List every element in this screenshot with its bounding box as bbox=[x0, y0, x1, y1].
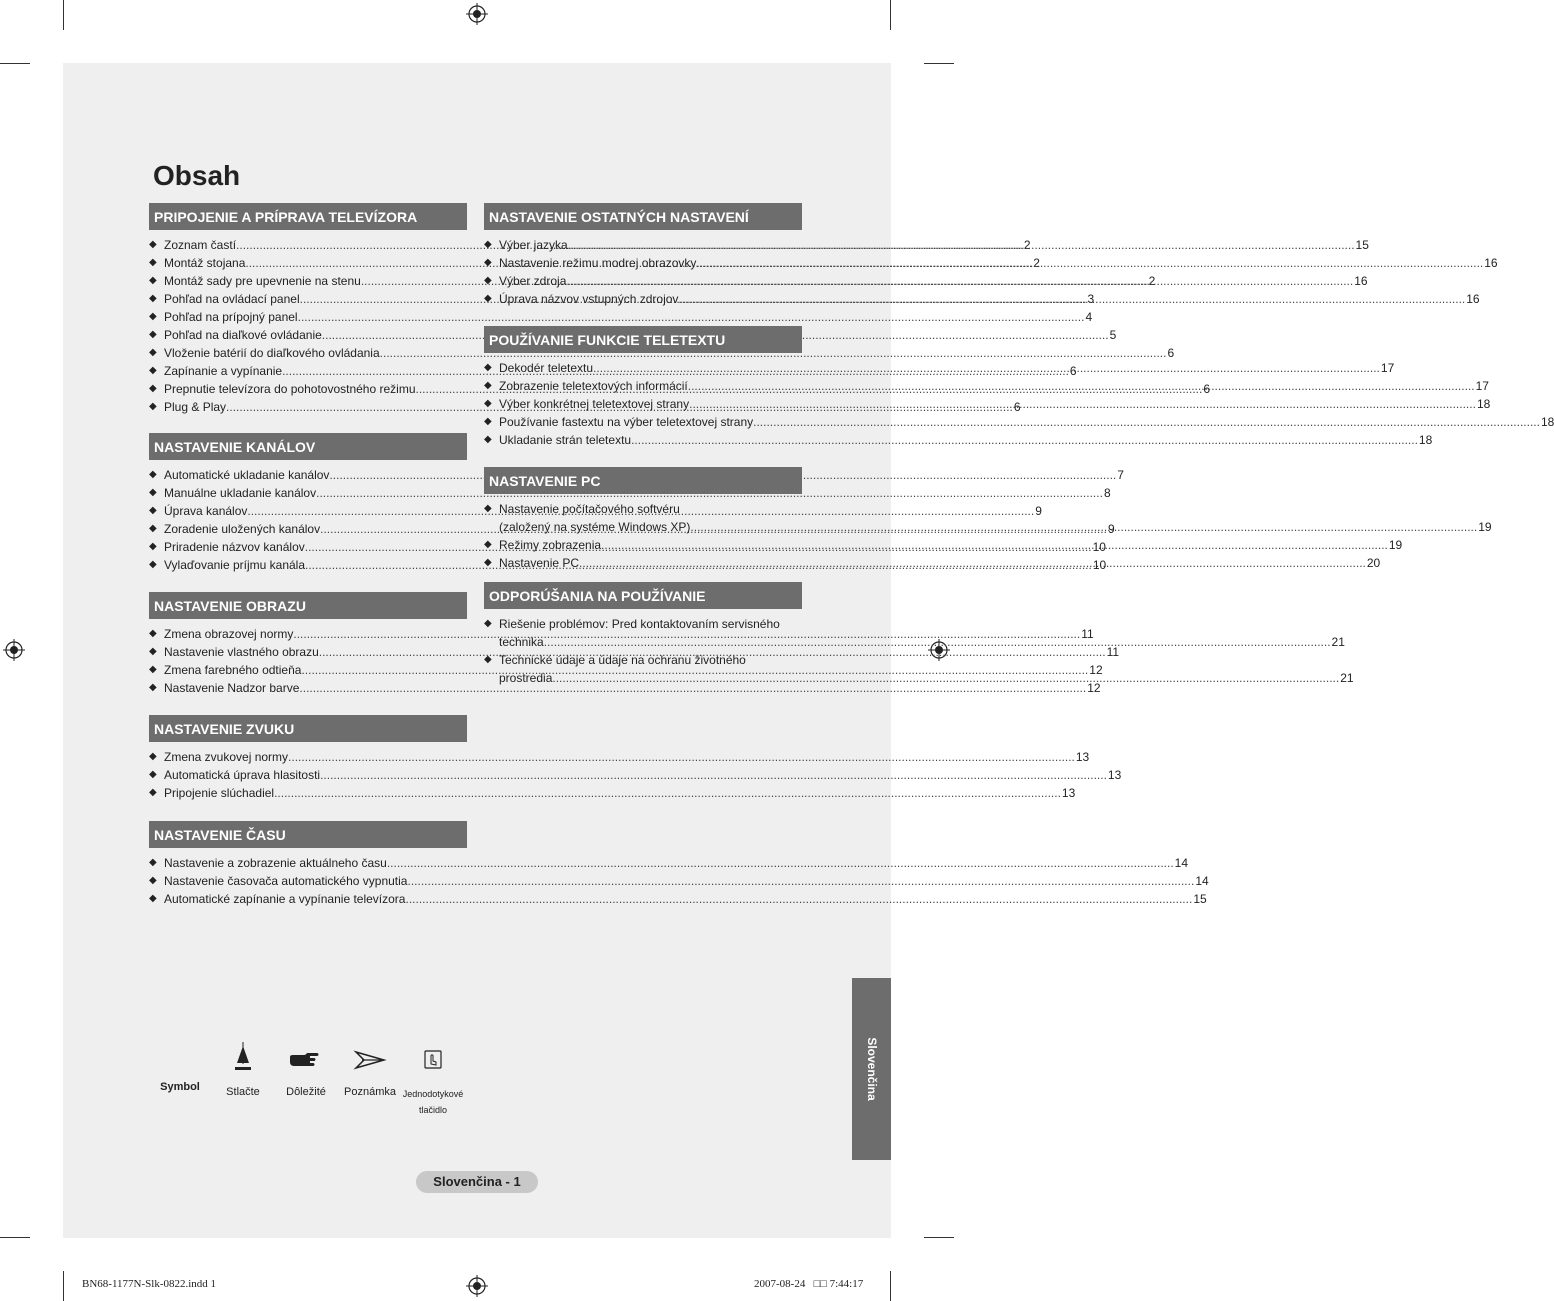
diamond-bullet-icon: ◆ bbox=[149, 857, 157, 868]
dot-leader bbox=[631, 431, 1418, 449]
diamond-bullet-icon: ◆ bbox=[149, 769, 157, 780]
toc-entry-text: Úprava kanálov bbox=[164, 504, 248, 518]
legend-label: Stlačte bbox=[226, 1086, 260, 1098]
dot-leader bbox=[288, 748, 1075, 766]
legend-item-important bbox=[280, 1040, 332, 1098]
page-title: Obsah bbox=[153, 160, 241, 191]
diamond-bullet-icon: ◆ bbox=[149, 893, 157, 904]
toc-entry-text: Režimy zobrazenia bbox=[499, 538, 602, 552]
toc-entry-text: Vloženie batérií do diaľkového ovládania bbox=[164, 346, 380, 360]
diamond-bullet-icon: ◆ bbox=[484, 503, 492, 514]
toc-page-number: 13 bbox=[1061, 786, 1076, 800]
language-side-tab bbox=[852, 978, 891, 1160]
toc-page-number: 10 bbox=[1092, 558, 1107, 572]
diamond-bullet-icon: ◆ bbox=[149, 347, 157, 358]
toc-entry-text: Nastavenie časovača automatického vypnutia bbox=[164, 874, 408, 888]
registration-mark-icon bbox=[466, 3, 488, 25]
toc-entry-text: Zobrazenie teletextových informácií bbox=[499, 379, 688, 393]
dot-leader bbox=[298, 308, 1085, 326]
toc-list bbox=[149, 748, 1122, 802]
toc-page-number: 12 bbox=[1089, 663, 1103, 677]
toc-entry-line bbox=[164, 748, 1089, 766]
toc-entry-line bbox=[164, 872, 1209, 890]
crop-mark bbox=[63, 0, 64, 30]
toc-entry-text: Vylaďovanie príjmu kanála bbox=[164, 558, 306, 572]
section-heading: POUŽÍVANIE FUNKCIE TELETEXTU bbox=[484, 326, 802, 353]
toc-entry-text: Dekodér teletextu bbox=[499, 361, 594, 375]
toc-entry-text: Nastavenie počítačového softvéru bbox=[499, 502, 680, 516]
dot-leader bbox=[568, 236, 1355, 254]
touch-button-icon bbox=[402, 1040, 464, 1074]
toc-page-number: 13 bbox=[1107, 768, 1122, 782]
diamond-bullet-icon: ◆ bbox=[149, 383, 157, 394]
toc-entry-text: Výber jazyka bbox=[499, 238, 568, 252]
diamond-bullet-icon: ◆ bbox=[149, 664, 157, 675]
toc-entry-text: prostredia bbox=[499, 671, 553, 685]
diamond-bullet-icon: ◆ bbox=[149, 875, 157, 886]
toc-entry-line bbox=[499, 395, 1490, 413]
toc-entry[interactable] bbox=[484, 500, 1492, 536]
toc-entry-text: Zapínanie a vypínanie bbox=[164, 364, 283, 378]
toc-page-number: 13 bbox=[1075, 750, 1090, 764]
diamond-bullet-icon: ◆ bbox=[484, 293, 492, 304]
dot-leader bbox=[753, 413, 1540, 431]
toc-entry-text: Nastavenie režimu modrej obrazovky bbox=[499, 256, 697, 270]
toc-page-number: 17 bbox=[1475, 379, 1489, 393]
toc-page-number: 6 bbox=[1167, 346, 1175, 360]
toc-page-number: 18 bbox=[1540, 415, 1554, 429]
crop-mark bbox=[0, 63, 30, 64]
diamond-bullet-icon: ◆ bbox=[484, 362, 492, 373]
toc-entry-text: Výber zdroja bbox=[499, 274, 567, 288]
toc-entry-line bbox=[499, 536, 1402, 554]
legend-item-press bbox=[218, 1040, 268, 1098]
diamond-bullet-icon: ◆ bbox=[149, 275, 157, 286]
toc-page-number: 14 bbox=[1195, 874, 1209, 888]
toc-section bbox=[484, 326, 1554, 449]
dot-leader bbox=[544, 633, 1331, 651]
crop-mark bbox=[63, 1271, 64, 1301]
toc-page-number: 20 bbox=[1366, 556, 1381, 570]
diamond-bullet-icon: ◆ bbox=[149, 787, 157, 798]
dot-leader bbox=[552, 669, 1339, 687]
toc-entry-text: Používanie fastextu na výber teletextovej strany bbox=[499, 415, 754, 429]
slug-filename: BN68-1177N-Slk-0822.indd 1 bbox=[82, 1278, 217, 1290]
toc-entry-text: Pohľad na ovládací panel bbox=[164, 292, 300, 306]
dot-leader bbox=[387, 854, 1174, 872]
toc-entry[interactable] bbox=[149, 679, 1101, 697]
toc-entry-text: Automatická úprava hlasitosti bbox=[164, 768, 321, 782]
toc-entry[interactable] bbox=[484, 254, 1498, 272]
toc-entry-line bbox=[499, 651, 1354, 669]
toc-entry-text: Pripojenie slúchadiel bbox=[164, 786, 275, 800]
toc-entry-text: Nastavenie Nadzor barve bbox=[164, 681, 300, 695]
toc-entry-line bbox=[499, 615, 1345, 633]
toc-page-number: 19 bbox=[1478, 520, 1492, 534]
diamond-bullet-icon: ◆ bbox=[484, 380, 492, 391]
toc-page-number: 14 bbox=[1174, 856, 1189, 870]
toc-entry-line bbox=[499, 254, 1498, 272]
toc-page-number: 5 bbox=[1109, 328, 1117, 342]
section-heading: ODPORÚŠANIA NA POUŽÍVANIE bbox=[484, 582, 802, 609]
toc-entry[interactable] bbox=[484, 395, 1491, 413]
pointing-hand-icon bbox=[280, 1040, 332, 1074]
diamond-bullet-icon: ◆ bbox=[484, 239, 492, 250]
diamond-bullet-icon: ◆ bbox=[149, 751, 157, 762]
toc-entry-text: Výber konkrétnej teletextovej strany bbox=[499, 397, 690, 411]
dot-leader bbox=[405, 890, 1192, 908]
diamond-bullet-icon: ◆ bbox=[484, 618, 492, 629]
toc-entry[interactable] bbox=[149, 484, 1111, 502]
toc-page-number: 6 bbox=[1203, 382, 1211, 396]
legend-symbol-label: Symbol bbox=[160, 1081, 200, 1093]
toc-entry-text: Prepnutie televízora do pohotovostného režimu bbox=[164, 382, 416, 396]
toc-page-number: 2 bbox=[1033, 256, 1040, 270]
toc-entry-line bbox=[499, 359, 1394, 377]
diamond-bullet-icon: ◆ bbox=[149, 469, 157, 480]
toc-entry[interactable] bbox=[484, 272, 1368, 290]
toc-entry-text: Riešenie problémov: Pred kontaktovaním servisného bbox=[499, 617, 780, 631]
toc-entry-text: (založený na systéme Windows XP) bbox=[499, 520, 691, 534]
diamond-bullet-icon: ◆ bbox=[149, 401, 157, 412]
section-heading: PRIPOJENIE A PRÍPRAVA TELEVÍZORA bbox=[149, 203, 467, 230]
registration-mark-icon bbox=[466, 1275, 488, 1297]
toc-list bbox=[484, 236, 1498, 308]
dot-leader bbox=[593, 359, 1380, 377]
toc-entry[interactable] bbox=[149, 344, 1175, 362]
dot-leader bbox=[690, 518, 1477, 536]
toc-page-number: 2 bbox=[1148, 274, 1156, 288]
toc-entry-text: Nastavenie vlastného obrazu bbox=[164, 645, 319, 659]
arrow-note-icon bbox=[342, 1040, 398, 1074]
toc-section bbox=[149, 821, 1209, 908]
toc-page-number: 9 bbox=[1107, 522, 1115, 536]
dot-leader bbox=[579, 554, 1366, 572]
legend bbox=[150, 1040, 480, 1120]
toc-entry[interactable] bbox=[484, 359, 1395, 377]
toc-entry-text: Zoradenie uložených kanálov bbox=[164, 522, 321, 536]
toc-entry-line bbox=[499, 377, 1489, 395]
diamond-bullet-icon: ◆ bbox=[149, 239, 157, 250]
toc-entry-text: Zoznam častí bbox=[164, 238, 237, 252]
diamond-bullet-icon: ◆ bbox=[149, 523, 157, 534]
slug-timestamp: 2007-08-24 □□ 7:44:17 bbox=[754, 1278, 864, 1290]
diamond-bullet-icon: ◆ bbox=[149, 559, 157, 570]
toc-entry[interactable] bbox=[484, 431, 1433, 449]
diamond-bullet-icon: ◆ bbox=[149, 541, 157, 552]
toc-entry-line bbox=[164, 784, 1075, 802]
legend-item-note bbox=[342, 1040, 398, 1098]
toc-entry-text: Automatické ukladanie kanálov bbox=[164, 468, 330, 482]
legend-item-touch bbox=[402, 1040, 464, 1118]
toc-entry[interactable] bbox=[484, 413, 1554, 431]
diamond-bullet-icon: ◆ bbox=[149, 682, 157, 693]
diamond-bullet-icon: ◆ bbox=[149, 646, 157, 657]
legend-label: Dôležité bbox=[286, 1086, 326, 1098]
toc-page-number: 21 bbox=[1340, 671, 1354, 685]
toc-page-number: 11 bbox=[1106, 645, 1120, 659]
toc-entry-line bbox=[499, 554, 1380, 572]
toc-page-number: 21 bbox=[1331, 635, 1345, 649]
toc-entry-line bbox=[499, 669, 1354, 687]
toc-entry[interactable] bbox=[149, 872, 1209, 890]
toc-entry-text: Zmena zvukovej normy bbox=[164, 750, 289, 764]
toc-entry[interactable] bbox=[484, 377, 1489, 395]
section-heading: NASTAVENIE KANÁLOV bbox=[149, 433, 467, 460]
toc-entry-line bbox=[499, 290, 1480, 308]
toc-entry-text: Pohľad na prípojný panel bbox=[164, 310, 298, 324]
toc-page-number: 18 bbox=[1418, 433, 1433, 447]
diamond-bullet-icon: ◆ bbox=[484, 416, 492, 427]
toc-entry-text: Automatické zapínanie a vypínanie televízora bbox=[164, 892, 406, 906]
toc-page-number: 6 bbox=[1013, 400, 1021, 414]
toc-entry-line bbox=[499, 431, 1432, 449]
crop-mark bbox=[924, 63, 954, 64]
toc-entry-text: Úprava názvov vstupných zdrojov bbox=[499, 292, 679, 306]
toc-list bbox=[484, 359, 1554, 449]
toc-entry-line bbox=[164, 854, 1188, 872]
toc-page-number: 9 bbox=[1035, 504, 1042, 518]
toc-page-number: 16 bbox=[1484, 256, 1498, 270]
diamond-bullet-icon: ◆ bbox=[484, 398, 492, 409]
toc-entry-text: Ukladanie strán teletextu bbox=[499, 433, 632, 447]
dot-leader bbox=[688, 377, 1475, 395]
toc-entry-line bbox=[499, 236, 1369, 254]
toc-entry-text: Montáž sady pre upevnenie na stenu bbox=[164, 274, 361, 288]
diamond-bullet-icon: ◆ bbox=[484, 557, 492, 568]
page-footer: Slovenčina - 1 bbox=[416, 1171, 538, 1193]
dot-leader bbox=[689, 395, 1476, 413]
toc-entry[interactable] bbox=[484, 236, 1369, 254]
toc-page-number: 6 bbox=[1069, 364, 1077, 378]
toc-entry[interactable] bbox=[149, 890, 1207, 908]
toc-entry-text: Priradenie názvov kanálov bbox=[164, 540, 305, 554]
diamond-bullet-icon: ◆ bbox=[149, 487, 157, 498]
toc-page-number: 8 bbox=[1103, 486, 1111, 500]
diamond-bullet-icon: ◆ bbox=[484, 257, 492, 268]
toc-page-number: 11 bbox=[1081, 627, 1094, 641]
diamond-bullet-icon: ◆ bbox=[484, 654, 492, 665]
toc-page-number: 2 bbox=[1023, 238, 1031, 252]
toc-section bbox=[149, 715, 1122, 802]
toc-entry[interactable] bbox=[149, 766, 1122, 784]
diamond-bullet-icon: ◆ bbox=[149, 329, 157, 340]
toc-entry-text: Technické údaje a údaje na ochranu životného bbox=[499, 653, 746, 667]
diamond-bullet-icon: ◆ bbox=[149, 628, 157, 639]
toc-entry-text: Nastavenie PC bbox=[499, 556, 580, 570]
toc-entry-text: Manuálne ukladanie kanálov bbox=[164, 486, 317, 500]
toc-entry-line bbox=[164, 766, 1121, 784]
toc-entry-line bbox=[499, 272, 1368, 290]
toc-page-number: 15 bbox=[1193, 892, 1207, 906]
diamond-bullet-icon: ◆ bbox=[149, 505, 157, 516]
legend-label: Poznámka bbox=[344, 1086, 396, 1098]
diamond-bullet-icon: ◆ bbox=[484, 275, 492, 286]
toc-list bbox=[149, 854, 1209, 908]
section-heading: NASTAVENIE PC bbox=[484, 467, 802, 494]
crop-mark bbox=[890, 1271, 891, 1301]
dot-leader bbox=[696, 254, 1483, 272]
diamond-bullet-icon: ◆ bbox=[149, 257, 157, 268]
toc-entry-line bbox=[164, 308, 1092, 326]
registration-mark-icon bbox=[3, 639, 25, 661]
toc-entry-line bbox=[499, 633, 1345, 651]
dot-leader bbox=[407, 872, 1194, 890]
toc-entry-line bbox=[499, 413, 1554, 431]
dot-leader bbox=[274, 784, 1061, 802]
dot-leader bbox=[566, 272, 1353, 290]
toc-page-number: 18 bbox=[1476, 397, 1491, 411]
toc-entry-text: Pohľad na diaľkové ovládanie bbox=[164, 328, 322, 342]
toc-entry[interactable] bbox=[149, 748, 1090, 766]
crop-mark bbox=[890, 0, 891, 30]
diamond-bullet-icon: ◆ bbox=[484, 539, 492, 550]
toc-page-number: 16 bbox=[1466, 292, 1480, 306]
toc-entry-text: technika bbox=[499, 635, 544, 649]
toc-section bbox=[484, 203, 1498, 308]
toc-page-number: 4 bbox=[1085, 310, 1093, 324]
diamond-bullet-icon: ◆ bbox=[149, 311, 157, 322]
toc-page-number: 15 bbox=[1355, 238, 1369, 252]
section-heading: NASTAVENIE ČASU bbox=[149, 821, 467, 848]
diamond-bullet-icon: ◆ bbox=[149, 365, 157, 376]
toc-entry[interactable] bbox=[484, 290, 1480, 308]
section-heading: NASTAVENIE OSTATNÝCH NASTAVENÍ bbox=[484, 203, 802, 230]
toc-page-number: 16 bbox=[1354, 274, 1368, 288]
toc-page-number: 19 bbox=[1388, 538, 1403, 552]
toc-entry-line bbox=[499, 518, 1492, 536]
toc-entry-line bbox=[499, 500, 1492, 518]
toc-entry[interactable] bbox=[149, 308, 1093, 326]
dot-leader bbox=[320, 766, 1107, 784]
toc-page-number: 3 bbox=[1087, 292, 1095, 306]
toc-page-number: 12 bbox=[1087, 681, 1101, 695]
toc-entry-text: Montáž stojana bbox=[164, 256, 246, 270]
toc-entry[interactable] bbox=[149, 854, 1189, 872]
side-tab-label: Slovenčina bbox=[864, 1037, 879, 1101]
toc-page-number: 7 bbox=[1117, 468, 1124, 482]
toc-entry[interactable] bbox=[149, 784, 1076, 802]
dot-leader bbox=[678, 290, 1465, 308]
crop-mark bbox=[0, 1237, 30, 1238]
diamond-bullet-icon: ◆ bbox=[149, 293, 157, 304]
toc-page-number: 10 bbox=[1092, 540, 1106, 554]
section-heading: NASTAVENIE OBRAZU bbox=[149, 592, 467, 619]
toc-entry-text: Plug & Play bbox=[164, 400, 227, 414]
toc-entry-text: Zmena farebného odtieňa bbox=[164, 663, 302, 677]
toc-entry-text: Zmena obrazovej normy bbox=[164, 627, 294, 641]
toc-entry-line bbox=[164, 890, 1207, 908]
legend-label: Jednodotykové tlačidlo bbox=[402, 1089, 464, 1115]
diamond-bullet-icon: ◆ bbox=[484, 434, 492, 445]
crop-mark bbox=[924, 1237, 954, 1238]
toc-entry-text: Nastavenie a zobrazenie aktuálneho času bbox=[164, 856, 387, 870]
section-heading: NASTAVENIE ZVUKU bbox=[149, 715, 467, 742]
dot-leader bbox=[601, 536, 1388, 554]
press-icon bbox=[218, 1040, 268, 1074]
toc-page-number: 17 bbox=[1380, 361, 1395, 375]
